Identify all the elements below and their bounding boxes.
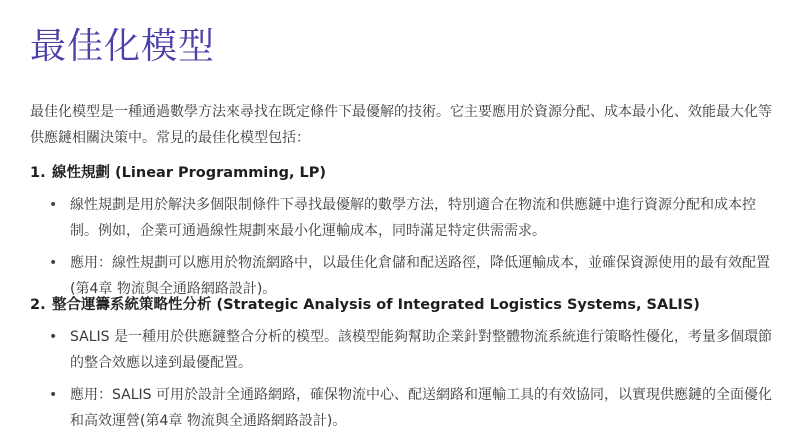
list-item-text: 應用：線性規劃可以應用於物流網路中，以最佳化倉儲和配送路徑，降低運輸成本，並確保資源使用的最有效配置(第4章 物流與全通路網路設計)。: [70, 255, 770, 297]
intro-paragraph: 最佳化模型是一種通過數學方法來尋找在既定條件下最優解的技術。它主要應用於資源分配、成本最小化、效能最大化等供應鏈相關決策中。常見的最佳化模型包括：: [30, 104, 772, 146]
bullet-icon: •: [49, 387, 58, 403]
section-linear-programming: [30, 160, 775, 302]
section-title: 線性規劃 (Linear Programming, LP): [52, 165, 327, 181]
bullet-icon: •: [49, 197, 58, 213]
list-item-text: 應用：SALIS 可用於設計全通路網路，確保物流中心、配送網路和運輸工具的有效協同，以實現供應鏈的全面優化和高效運營(第4章 物流與全通路網路設計)。: [70, 387, 772, 429]
section-salis: [30, 292, 775, 434]
list-item-text: 線性規劃是用於解決多個限制條件下尋找最優解的數學方法，特別適合在物流和供應鏈中進行資源分配和成本控制。例如，企業可通過線性規劃來最小化運輸成本，同時滿足特定供需需求。: [70, 197, 756, 239]
section-title: 整合運籌系統策略性分析 (Strategic Analysis of Integrated Logistics Systems, SALIS): [52, 297, 700, 313]
list-item: [30, 324, 775, 376]
bullet-icon: •: [49, 329, 58, 345]
section-number: 1.: [30, 165, 46, 181]
list-item: [30, 192, 775, 244]
list-item: [30, 382, 775, 434]
bullet-icon: •: [49, 255, 58, 271]
bullet-list: [30, 324, 775, 434]
list-item-text: SALIS 是一種用於供應鏈整合分析的模型。該模型能夠幫助企業針對整體物流系統進行策略性優化，考量多個環節的整合效應以達到最優配置。: [70, 329, 772, 371]
section-heading: [30, 292, 775, 318]
section-number: 2.: [30, 297, 46, 313]
section-heading: [30, 160, 775, 186]
bullet-list: [30, 192, 775, 302]
page-title: 最佳化模型: [30, 26, 216, 67]
